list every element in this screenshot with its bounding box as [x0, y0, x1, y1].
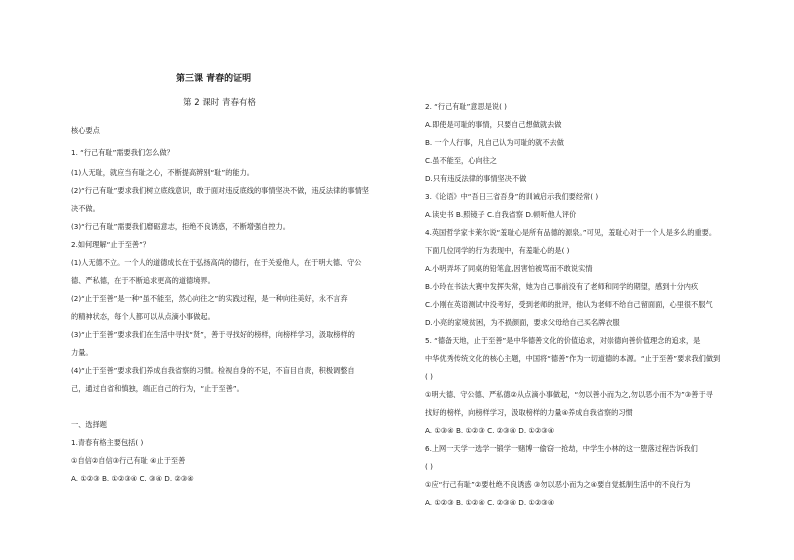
text-line: 中华优秀传统文化的核心主题，中国将“德善”作为一切道德的本源。“止于至善”要求我们做到 [425, 354, 721, 363]
text-line: ( ) [425, 372, 433, 381]
question-line: 3.《论语》中“吾日三省吾身”的训诫启示我们要经常( ) [425, 192, 599, 201]
text-line: C.小刚在英语测试中没考好，受到老师的批评，他认为老师不给自己留面面，心里很不服气 [425, 300, 713, 309]
question-line: 4.英国哲学家卡莱尔说“羞耻心是所有品德的源泉。”可见，羞耻心对于一个人是多么的重要。 [425, 228, 717, 237]
text-line: (1)人无耻，就应当有耻之心，不断提高辨别“耻”的能力。 [71, 168, 254, 177]
section-heading: 一、选择题 [71, 420, 107, 429]
text-line: (3)“行己有耻”需要我们磨砺意志，拒绝不良诱惑，不断增强自控力。 [71, 222, 290, 231]
text-line: D.小亮的家境贫困，为不损颜面，要求父母给自己买名牌衣服 [425, 318, 620, 327]
text-line: (2)“行己有耻”要求我们树立底线意识，敢于面对违反底线的事情坚决不做，违反法律的事情坚 [71, 186, 369, 195]
text-line: 的精神状态，每个人都可以从点滴小事做起。 [71, 312, 215, 321]
text-line: (3)“止于至善”要求我们在生活中寻找“贤”，善于寻找好的榜样，向榜样学习，汲取榜样的 [71, 330, 355, 339]
text-line: (2)“止于至善”是一种“虽不能至，然心向往之”的实践过程，是一种向往美好，永不言弃 [71, 294, 348, 303]
choices-line: A. ①③④ B. ①②③ C. ②③④ D. ①②③④ [425, 426, 555, 435]
options-line: ①自信②自信③行己有耻 ④止于至善 [71, 456, 186, 465]
choices-line: A.读史书 B.照镜子 C.自我省察 D.顿听他人评价 [425, 210, 577, 219]
options-line: ①应“行己有耻”②要杜绝不良诱惑 ③勿以恶小而为之④要自觉抵制生活中的不良行为 [425, 480, 691, 489]
text-line: 德、严私德，在于不断追求更高的道德境界。 [71, 276, 215, 285]
question-line: 5. “德备天地，止于至善”是中华德善文化的价值追求，对崇德向善价值理念的追求，是 [425, 336, 701, 345]
lesson-subtitle: 第 2 课时 青春有格 [183, 98, 257, 108]
text-line: A.小明弄坏了同桌的铅笔盒,因害怕被骂而不敢说实情 [425, 264, 593, 273]
options-line: 找好的榜样，向榜样学习，汲取榜样的力量④养成自我省察的习惯 [425, 408, 633, 417]
question-line: 6.上网一天学一选学一锻学一赌博一偷窃一抢劫，中学生小林的这一堕落过程告诉我们 [425, 444, 698, 453]
text-line: B.小玲在书法大赛中发挥失常，她为自己事前没有了老师和同学的期望，感到十分内疚 [425, 282, 699, 291]
text-line: 下面几位同学的行为表现中，有羞耻心的是( ) [425, 246, 570, 255]
text-line: A.即使是可耻的事情，只要自己想做就去做 [425, 120, 562, 129]
text-line: (1)人无德不立。一个人的道德成长在于弘扬高尚的德行，在于关爱他人，在于明大德、守公 [71, 258, 362, 267]
lesson-title: 第三课 青春的证明 [176, 74, 252, 84]
options-line: ①明大德、守公德、严私德②从点滴小事做起，“勿以善小而为之,勿以恶小而不为”③善于寻 [425, 390, 713, 399]
text-line: 力量。 [71, 348, 93, 357]
question-line: 2. “行己有耻”意思是说( ) [425, 102, 507, 111]
text-line: C.虽不能至，心向往之 [425, 156, 497, 165]
text-line: B. 一个人行事，凡自己认为可耻的就不去做 [425, 138, 564, 147]
choices-line: A. ①②③ B. ①②④ C. ②③④ D. ①②③④ [425, 498, 555, 507]
text-line: ( ) [425, 462, 433, 471]
question-line: 1.青春有格主要包括( ) [71, 438, 144, 447]
choices-line: A. ①②③ B. ①②③④ C. ③④ D. ②③④ [71, 474, 194, 483]
key-points-heading: 核心要点 [71, 126, 100, 135]
text-line: D.只有违反法律的事情坚决不做 [425, 174, 527, 183]
text-line: (4)“止于至善”要求我们养成自我省察的习惯。检视自身的不足，不盲目自责，积极调整自 [71, 366, 355, 375]
question-heading: 2.如何理解“止于至善”？ [71, 240, 150, 249]
text-line: 己，通过自省和慎独，端正自己的行为，“止于至善”。 [71, 384, 244, 393]
text-line: 决不做。 [71, 204, 100, 213]
question-heading: 1. “行己有耻”需要我们怎么做？ [71, 148, 174, 157]
